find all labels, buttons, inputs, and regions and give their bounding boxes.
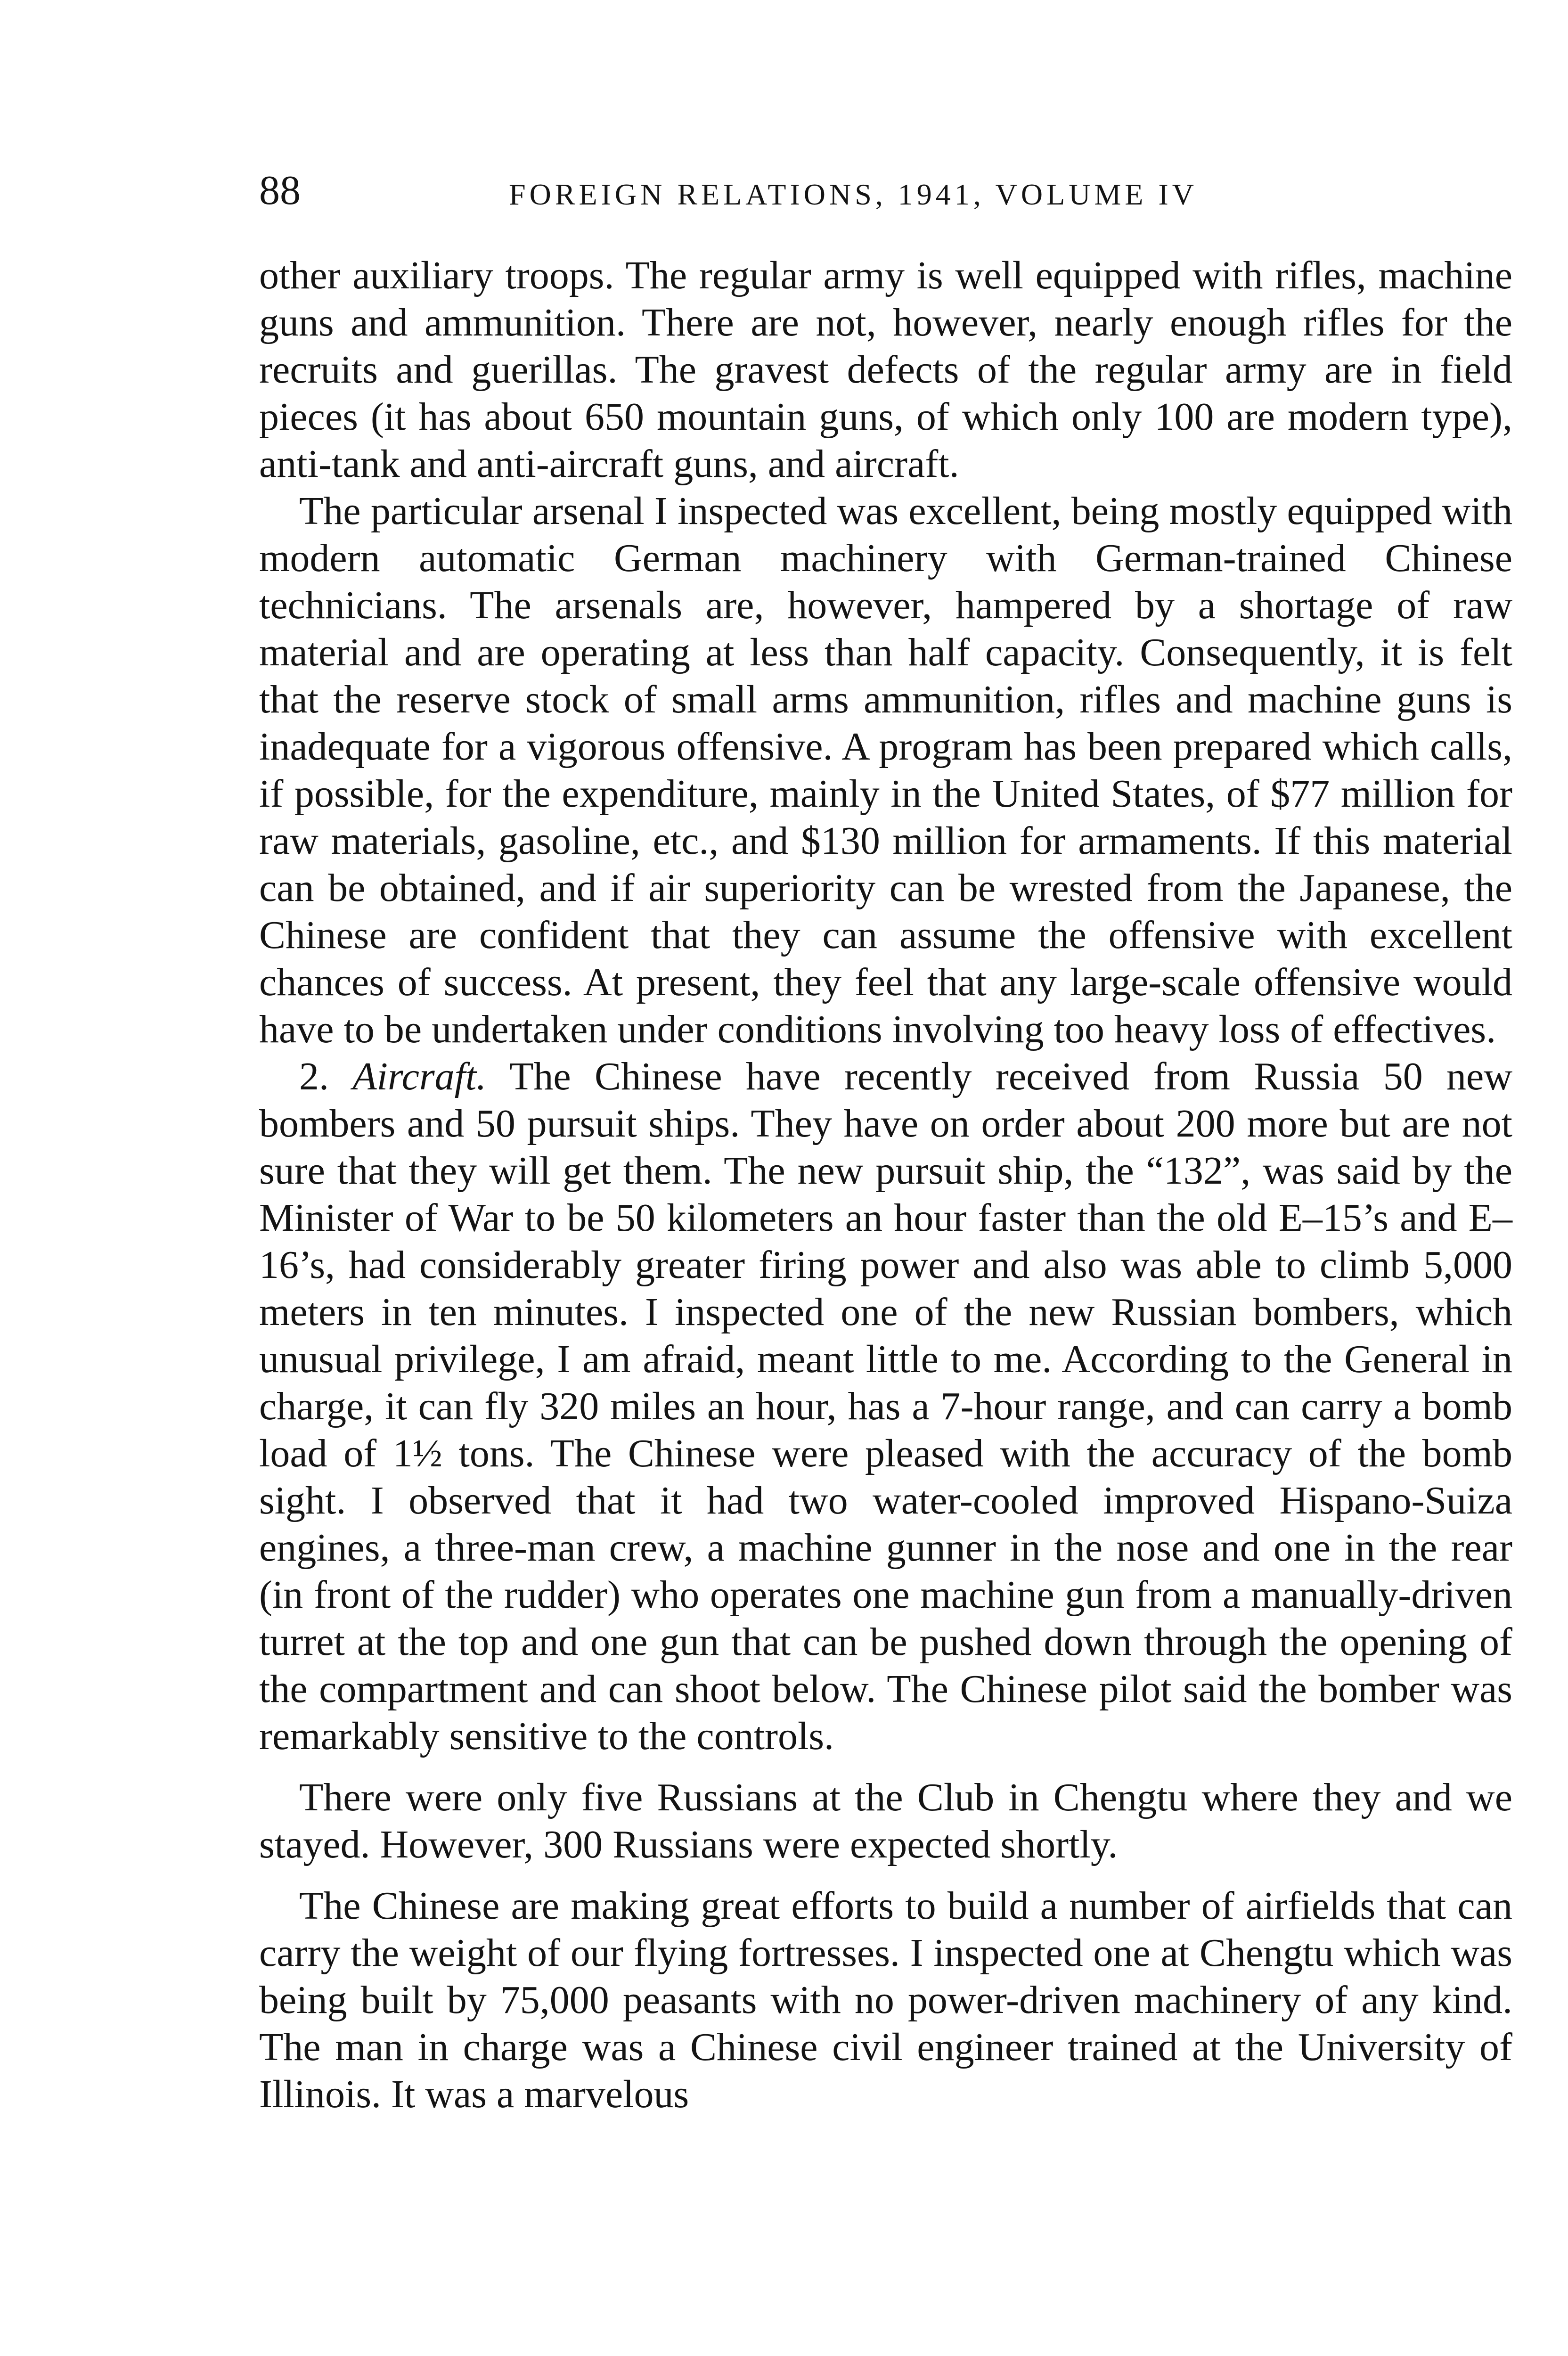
- page-header: [259, 167, 1512, 224]
- running-title: FOREIGN RELATIONS, 1941, VOLUME IV: [509, 178, 1198, 211]
- paragraph-arsenal: [259, 488, 1512, 1053]
- paragraph-russians: [259, 1774, 1512, 1868]
- body-text: [259, 252, 1512, 2118]
- paragraph-continued: [259, 252, 1512, 488]
- paragraph-airfields: [259, 1882, 1512, 2118]
- page-number: 88: [259, 168, 301, 213]
- paragraph-text: The Chinese have recently received from Russia 50 new bombers and 50 pursuit ships. They have on order about 200 more but are not sure that they will get them. The new pursuit ship, the “132”, was said by the Minister of War to be 50 kilometers an hour faster than the old E–15’s and E–16’s, had considerably greater firing power and also was able to climb 5,000 meters in ten minutes. I inspected one of the new Russian bombers, which unusual privilege, I am afraid, meant little to me. According to the General in charge, it can fly 320 miles an hour, has a 7-hour range, and can carry a bomb load of 1½ tons. The Chinese were pleased with the accuracy of the bomb sight. I observed that it had two water-cooled improved Hispano-Suiza engines, a three-man crew, a machine gunner in the nose and one in the rear (in front of the rudder) who operates one machine gun from a manually-driven turret at the top and one gun that can be pushed down through the opening of the compartment and can shoot below. The Chinese pilot said the bomber was remarkably sensitive to the controls.: [259, 1055, 1513, 1758]
- section-number: 2.: [299, 1055, 329, 1098]
- paragraph-text: The Chinese are making great efforts to build a number of airfields that can carry the weight of our flying fortresses. I inspected one at Chengtu which was being built by 75,000 peasants with no power-driven machinery of any kind. The man in charge was a Chinese civil engineer trained at the University of Illinois. It was a marvelous: [259, 1884, 1512, 2116]
- paragraph-text: other auxiliary troops. The regular army is well equipped with rifles, machine guns and ammunition. There are not, however, nearly enough rifles for the recruits and guerillas. The gravest defects of the regular army are in field pieces (it has about 650 mountain guns, of which only 100 are modern type), anti-tank and anti-aircraft guns, and aircraft.: [259, 254, 1512, 486]
- paragraph-text: There were only five Russians at the Club in Chengtu where they and we stayed. However, 300 Russians were expected shortly.: [259, 1775, 1512, 1866]
- section-heading: Aircraft.: [352, 1055, 487, 1098]
- paragraph-text: The particular arsenal I inspected was excellent, being mostly equipped with modern automatic German machinery with German-trained Chinese technicians. The arsenals are, however, hampered by a shortage of raw material and are operating at less than half capacity. Consequently, it is felt that the reserve stock of small arms ammunition, rifles and machine guns is inadequate for a vigorous offensive. A program has been prepared which calls, if possible, for the expenditure, mainly in the United States, of $77 million for raw materials, gasoline, etc., and $130 million for armaments. If this material can be obtained, and if air superiority can be wrested from the Japanese, the Chinese are confident that they can assume the offensive with excellent chances of success. At present, they feel that any large-scale offensive would have to be undertaken under conditions involving too heavy loss of effectives.: [259, 489, 1512, 1051]
- paragraph-aircraft: [259, 1053, 1512, 1760]
